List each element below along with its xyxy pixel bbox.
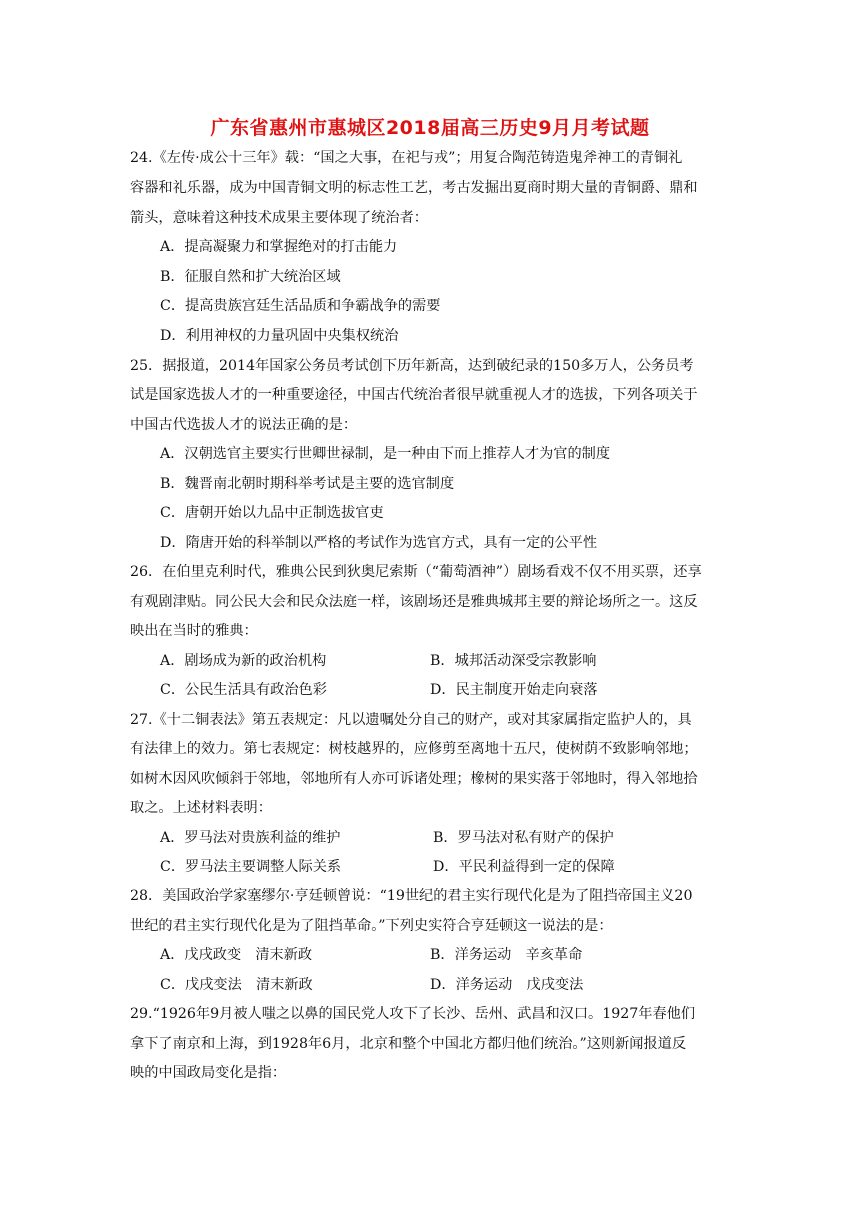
q29-stem-line-3: 映的中国政局变化是指： bbox=[130, 1065, 287, 1081]
q24-option-a: A．提高凝聚力和掌握绝对的打击能力 bbox=[160, 239, 398, 255]
q29-stem-line-2: 拿下了南京和上海，到1928年6月，北京和整个中国北方都归他们统治。”这则新闻报道反 bbox=[130, 1036, 687, 1052]
q24-stem-line-3: 箭头，意味着这种技术成果主要体现了统治者： bbox=[130, 210, 428, 226]
q26-option-b: B．城邦活动深受宗教影响 bbox=[430, 653, 597, 669]
q25-option-a: A．汉朝选官主要实行世卿世禄制，是一种由下而上推荐人才为官的制度 bbox=[160, 446, 611, 462]
q24-stem-line-1: 24.《左传·成公十三年》载：“国之大事，在祀与戎”；用复合陶范铸造鬼斧神工的青铜礼 bbox=[130, 150, 683, 166]
q24-option-c: C．提高贵族宫廷生活品质和争霸战争的需要 bbox=[160, 298, 441, 314]
q28-option-a: A．戊戌政变 清末新政 bbox=[160, 947, 313, 963]
q28-stem-line-1: 28．美国政治学家塞缪尔·亨廷顿曾说：“19世纪的君主实行现代化是为了阻挡帝国主义20 bbox=[130, 888, 693, 904]
q26-stem-line-1: 26．在伯里克利时代，雅典公民到狄奥尼索斯（“葡萄酒神”）剧场看戏不仅不用买票，还享 bbox=[130, 564, 702, 580]
exam-title: 广东省惠州市惠城区2018届高三历史9月月考试题 bbox=[210, 117, 650, 139]
q26-stem-line-2: 有观剧津贴。同公民大会和民众法庭一样，该剧场还是雅典城邦主要的辩论场所之一。这反 bbox=[130, 594, 698, 610]
q27-stem-line-4: 取之。上述材料表明： bbox=[130, 800, 272, 816]
q27-option-a: A．罗马法对贵族利益的维护 bbox=[160, 830, 341, 846]
q26-option-a: A．剧场成为新的政治机构 bbox=[160, 653, 327, 669]
q25-option-d: D．隋唐开始的科举制以严格的考试作为选官方式，具有一定的公平性 bbox=[160, 535, 598, 551]
q28-option-c: C．戊戌变法 清末新政 bbox=[160, 977, 313, 993]
q24-option-b: B．征服自然和扩大统治区域 bbox=[160, 269, 341, 285]
q25-option-c: C．唐朝开始以九品中正制选拔官吏 bbox=[160, 505, 384, 521]
q28-stem-line-2: 世纪的君主实行现代化是为了阻挡革命。”下列史实符合亨廷顿这一说法的是： bbox=[130, 918, 613, 934]
q25-option-b: B．魏晋南北朝时期科举考试是主要的选官制度 bbox=[160, 476, 455, 492]
q25-stem-line-1: 25．据报道，2014年国家公务员考试创下历年新高，达到破纪录的150多万人，公务员考 bbox=[130, 358, 694, 374]
q25-stem-line-2: 试是国家选拔人才的一种重要途径，中国古代统治者很早就重视人才的选拔，下列各项关于 bbox=[130, 387, 698, 403]
q29-stem-line-1: 29.“1926年9月被人嗤之以鼻的国民党人攻下了长沙、岳州、武昌和汉口。1927年春他们 bbox=[130, 1006, 696, 1022]
q27-option-d: D．平民利益得到一定的保障 bbox=[433, 859, 615, 875]
q28-option-d: D．洋务运动 戊戌变法 bbox=[430, 977, 584, 993]
q27-option-b: B．罗马法对私有财产的保护 bbox=[433, 830, 614, 846]
q27-stem-line-1: 27.《十二铜表法》第五表规定：凡以遗嘱处分自己的财产，或对其家属指定监护人的，具 bbox=[130, 712, 692, 728]
q25-stem-line-3: 中国古代选拔人才的说法正确的是： bbox=[130, 417, 358, 433]
q24-stem-line-2: 容器和礼乐器，成为中国青铜文明的标志性工艺，考古发掘出夏商时期大量的青铜爵、鼎和 bbox=[130, 180, 698, 196]
q26-option-d: D．民主制度开始走向衰落 bbox=[430, 682, 598, 698]
q24-option-d: D．利用神权的力量巩固中央集权统治 bbox=[160, 328, 399, 344]
q26-stem-line-3: 映出在当时的雅典： bbox=[130, 623, 258, 639]
q28-option-b: B．洋务运动 辛亥革命 bbox=[430, 947, 583, 963]
q27-stem-line-3: 如树木因风吹倾斜于邻地，邻地所有人亦可诉诸处理；橡树的果实落于邻地时，得入邻地拾 bbox=[130, 771, 698, 787]
q27-stem-line-2: 有法律上的效力。第七表规定：树枝越界的，应修剪至离地十五尺，使树荫不致影响邻地； bbox=[130, 741, 698, 757]
q26-option-c: C．公民生活具有政治色彩 bbox=[160, 682, 327, 698]
q27-option-c: C．罗马法主要调整人际关系 bbox=[160, 859, 342, 875]
